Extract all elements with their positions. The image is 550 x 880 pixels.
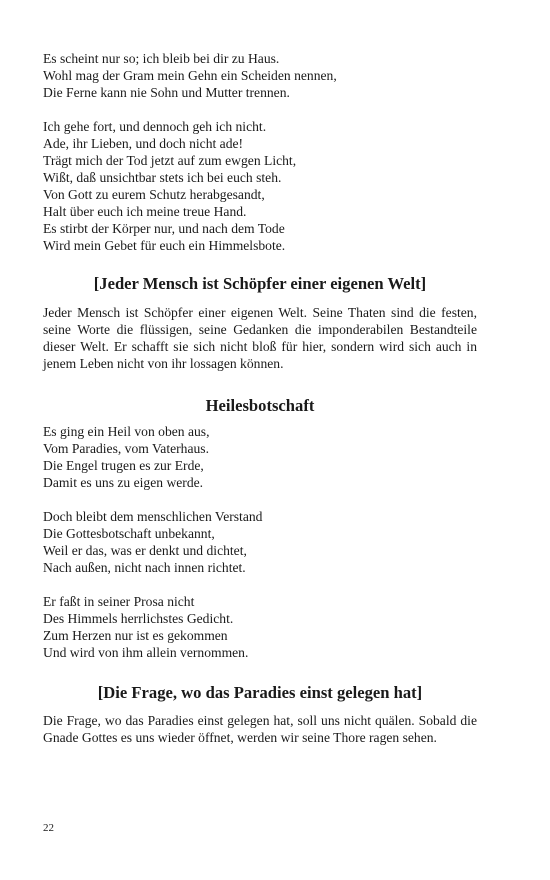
section-heading: [Jeder Mensch ist Schöpfer einer eigenen Welt] xyxy=(93,274,427,293)
poem-stanza xyxy=(43,118,477,254)
poem-line: Die Ferne kann nie Sohn und Mutter trennen. xyxy=(43,85,290,100)
poem-line: Damit es uns zu eigen werde. xyxy=(43,475,204,490)
poem-line: Zum Herzen nur ist es gekommen xyxy=(43,628,228,643)
poem-line: Es ging ein Heil von oben aus, xyxy=(43,424,210,439)
poem-line: Die Gottesbotschaft unbekannt, xyxy=(43,526,215,541)
poem-line: Er faßt in seiner Prosa nicht xyxy=(43,594,195,609)
poem-line: Ich gehe fort, und dennoch geh ich nicht. xyxy=(43,119,267,134)
poem-stanza xyxy=(43,50,477,101)
section-paragraph: Jeder Mensch ist Schöpfer einer eigenen Welt. Seine Thaten sind die festen, seine Worte die flüssigen, seine Gedanken die imponderabilen Bestandteile dieser Welt. Er schafft sie sich nicht bloß für hier, sondern wird sich auch in jenem Leben nicht von ihr lossagen können. xyxy=(43,305,477,371)
poem-stanza xyxy=(43,593,477,661)
page-body xyxy=(43,50,477,746)
poem-intro xyxy=(43,50,477,254)
section-heading: [Die Frage, wo das Paradies einst gelegen hat] xyxy=(97,683,423,702)
poem-line: Wohl mag der Gram mein Gehn ein Scheiden nennen, xyxy=(43,68,337,83)
poem-line: Vom Paradies, vom Vaterhaus. xyxy=(43,441,209,456)
poem-line: Wißt, daß unsichtbar stets ich bei euch steh. xyxy=(43,170,282,185)
poem-line: Die Engel trugen es zur Erde, xyxy=(43,458,204,473)
poem-line: Es stirbt der Körper nur, und nach dem Tode xyxy=(43,221,285,236)
section-paragraph: Die Frage, wo das Paradies einst gelegen hat, soll uns nicht quälen. Sobald die Gnade Gottes es uns wieder öffnet, werden wir seine Thore ragen sehen. xyxy=(43,713,477,745)
poem-line: Des Himmels herrlichstes Gedicht. xyxy=(43,611,234,626)
poem-line: Wird mein Gebet für euch ein Himmelsbote. xyxy=(43,238,286,253)
poem-line: Von Gott zu eurem Schutz herabgesandt, xyxy=(43,187,265,202)
poem-line: Nach außen, nicht nach innen richtet. xyxy=(43,560,246,575)
poem-line: Es scheint nur so; ich bleib bei dir zu Haus. xyxy=(43,51,280,66)
page-number: 22 xyxy=(43,822,54,834)
poem-line: Trägt mich der Tod jetzt auf zum ewgen Licht, xyxy=(43,153,297,168)
section-heading: Heilesbotschaft xyxy=(205,396,315,415)
poem-line: Halt über euch ich meine treue Hand. xyxy=(43,204,247,219)
poem-stanza xyxy=(43,423,477,491)
poem-line: Doch bleibt dem menschlichen Verstand xyxy=(43,509,263,524)
poem-heilesbotschaft xyxy=(43,423,477,661)
poem-stanza xyxy=(43,508,477,576)
poem-line: Weil er das, was er denkt und dichtet, xyxy=(43,543,247,558)
poem-line: Und wird von ihm allein vernommen. xyxy=(43,645,249,660)
poem-line: Ade, ihr Lieben, und doch nicht ade! xyxy=(43,136,244,151)
